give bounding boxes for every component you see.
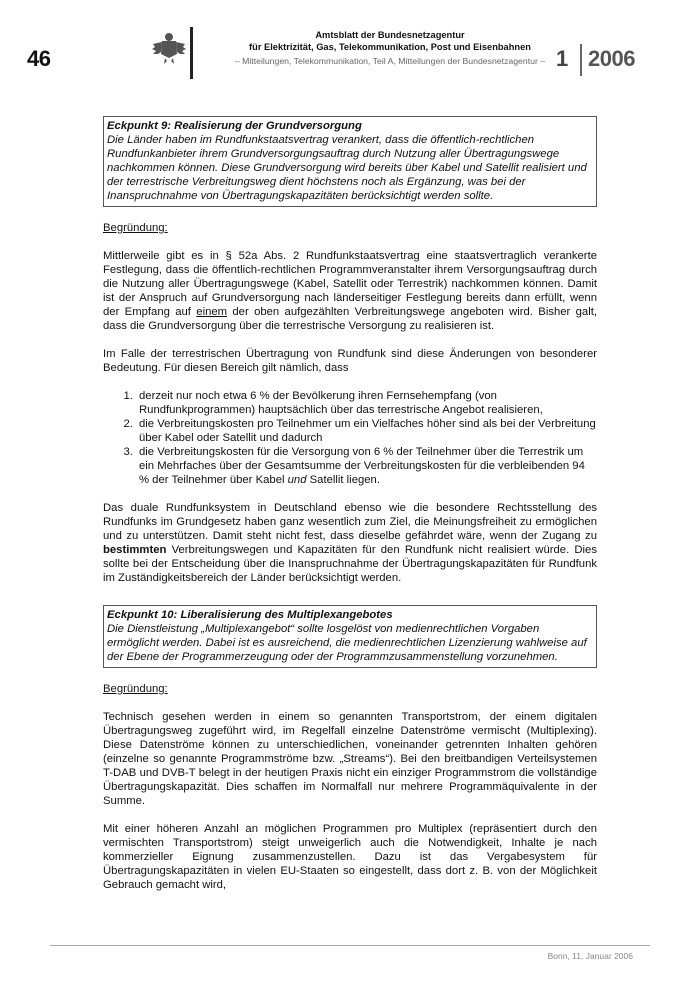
page-number: 46 bbox=[27, 46, 51, 71]
eckpunkt-9-paragraph-1: Mittlerweile gibt es in § 52a Abs. 2 Rundfunkstaatsvertrag eine staatsvertraglich verankerte Festlegung, dass die öffentlich-rechtlichen Programmveranstalter ihrem Versorgungsauftrag durch die Nutzung aller Übertragungswege (Kabel, Satellit oder Terrestrik) nachkommen können. Damit ist der Anspruch auf Grundversorgung nach länderseitiger Festlegung bereits dann erfüllt, wenn der Empfang auf einem der oben aufgezählten Verbreitungswege angeboten wird. Bisher galt, dass die Grundversorgung über die terrestrische Versorgung zu realisieren ist. bbox=[103, 250, 598, 332]
header-title-line1: Amtsblatt der Bundesnetzagentur bbox=[315, 30, 465, 40]
eckpunkt-10-reason-heading: Begründung: bbox=[103, 683, 168, 695]
eckpunkt-9-reason-heading: Begründung: bbox=[103, 222, 168, 234]
eckpunkt-9-text: Die Länder haben im Rundfunkstaatsvertrag verankert, dass die öffentlich-rechtlichen Rundfunkanbieter ihrem Grundversorgungsauftrag durch Nutzung aller Übertragungswege nachkommen können. Diese Grundversorgung wird bereits über Kabel und Satellit realisiert und der terrestrische Verbreitungsweg dient höchstens noch als Ergänzung, was bei der Inanspruchnahme von Übertragungskapazitäten berücksichtigt werden sollte. bbox=[107, 134, 587, 202]
footer-date: Bonn, 11. Januar 2006 bbox=[547, 951, 633, 961]
footer-divider bbox=[50, 945, 650, 946]
list-item: 3. die Verbreitungskosten für die Versorgung von 6 % der Teilnehmer über die Terrestrik um ein Mehrfaches über der Gesamtsumme der Verbreitungskosten für die verbleibenden 94 % der Teilnehmer über Kabel und Satellit liegen. bbox=[136, 445, 597, 487]
eckpunkt-9-paragraph-2: Im Falle der terrestrischen Übertragung von Rundfunk sind diese Änderungen von besonderer Bedeutung. Für diesen Bereich gilt nämlich, dass bbox=[103, 348, 597, 374]
issue-number: 1 bbox=[556, 46, 569, 71]
issue-divider bbox=[580, 44, 582, 76]
list-item: 2. die Verbreitungskosten pro Teilnehmer um ein Vielfaches höher sind als bei der Verbreitung über Kabel oder Satellit und dadurch bbox=[136, 417, 597, 445]
federal-eagle-icon bbox=[152, 30, 186, 66]
page-content bbox=[103, 116, 597, 892]
eckpunkt-9-paragraph-3: Das duale Rundfunksystem in Deutschland ebenso wie die besondere Rechtsstellung des Rundfunks im Grundgesetz haben ganz wesentlich zum Ziel, die Meinungsfreiheit zu ermöglichen und zu unterstützen. Damit steht nicht fest, dass dieselbe gefährdet wäre, wenn der Zugang zu bestimmten Verbreitungswegen und Kapazitäten für den Rundfunk nicht realisiert würde. Dies sollte bei der Entscheidung über die Inanspruchnahme der Übertragungskapazitäten für Rundfunk im Zuständigkeitsbereich der Länder berücksichtigt werden. bbox=[103, 502, 597, 584]
eckpunkt-9-box bbox=[103, 116, 597, 207]
eckpunkt-10-text: Die Dienstleistung „Multiplexangebot“ sollte losgelöst von medienrechtlichen Vorgaben ermöglicht werden. Dabei ist es ausreichend, die medienrechtlichen Lizenzierung wahlweise auf der Ebene der Programmerzeugung oder der Programmzusammenstellung vorzunehmen. bbox=[107, 623, 587, 663]
header-divider bbox=[190, 27, 193, 79]
eckpunkt-9-title: Eckpunkt 9: Realisierung der Grundversorgung bbox=[107, 120, 362, 132]
eckpunkt-10-title: Eckpunkt 10: Liberalisierung des Multiplexangebotes bbox=[107, 609, 393, 621]
header-title-line2: für Elektrizität, Gas, Telekommunikation, Post und Eisenbahnen bbox=[249, 42, 531, 52]
eckpunkt-10-paragraph-2: Mit einer höheren Anzahl an möglichen Programmen pro Multiplex (repräsentiert durch den vermischten Transportstrom) steigt unweigerlich auch die Notwendigkeit, Inhalte je nach kommerzieller Eignung zusammenzustellen. Dazu ist das Vergabesystem für Übertragungskapazitäten in vielen EU-Staaten so eingestellt, dass dort z. B. von der Möglichkeit Gebrauch gemacht wird, bbox=[103, 823, 597, 891]
header-subtitle: – Mitteilungen, Telekommunikation, Teil A, Mitteilungen der Bundesnetzagentur – bbox=[234, 56, 546, 66]
issue-year: 2006 bbox=[588, 46, 635, 71]
header-title bbox=[200, 29, 580, 53]
eckpunkt-10-box bbox=[103, 605, 597, 668]
list-item: 1. derzeit nur noch etwa 6 % der Bevölkerung ihren Fernsehempfang (von Rundfunkprogrammen) hauptsächlich über das terrestrische Angebot realisieren, bbox=[136, 389, 597, 417]
eckpunkt-9-list bbox=[103, 389, 597, 487]
eckpunkt-10-paragraph-1: Technisch gesehen werden in einem so genannten Transportstrom, der einem digitalen Übertragungsweg zugeführt wird, im Regelfall einzelne Datenströme vermischt (Multiplexing). Diese Datenströme können zu unterschiedlichen, voneinander getrennten Inhalten gehören (einzelne so genannte Programmströme bzw. „Streams“). Bei den breitbandigen Verteilsystemen T-DAB und DVB-T belegt in der heutigen Praxis nicht ein einziger Programmstrom die vollständige Übertragungskapazität. Dies schaffen im Normalfall nur mehrere Programmäquivalente in der Summe. bbox=[103, 711, 597, 807]
